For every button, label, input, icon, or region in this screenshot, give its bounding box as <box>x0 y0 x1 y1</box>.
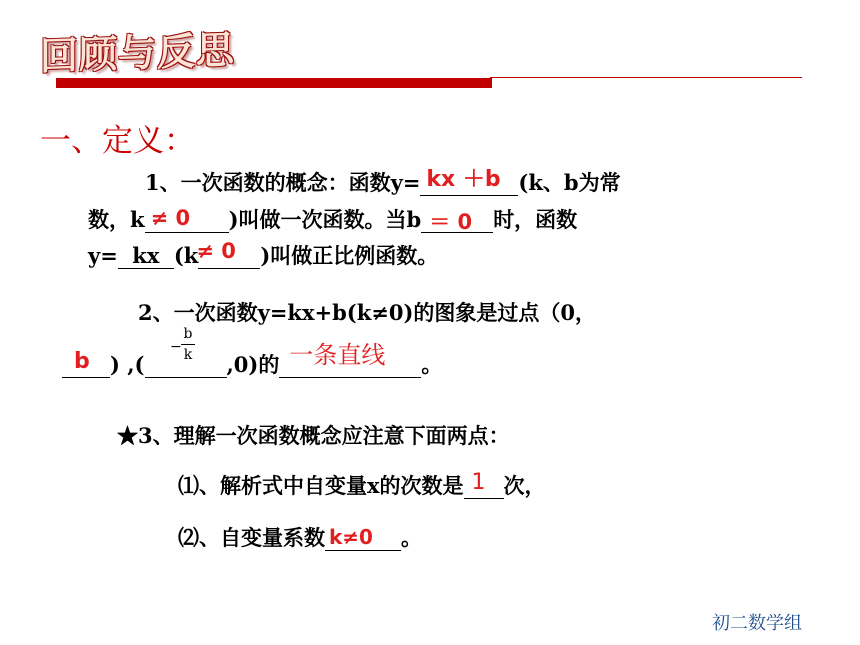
title-underline-thick <box>56 78 492 88</box>
item3-heading: ★3、理解一次函数概念应注意下面两点： <box>117 423 510 448</box>
answer-blank-b <box>62 349 110 378</box>
answer-straight-line: 一条直线 <box>289 341 386 369</box>
item3-point1 <box>178 470 546 500</box>
item3-point1-suffix: 次， <box>503 473 546 498</box>
answer-k-ne-0-second: ≠ 0 <box>196 239 236 263</box>
item1-line1-prefix: 1、一次函数的概念：函数y= <box>145 170 421 195</box>
item1-line2 <box>88 204 577 234</box>
answer-kx-plus-b: kx ＋b <box>426 167 501 192</box>
section-heading: 一、定义： <box>40 123 195 159</box>
answer-blank-k-ne0-2 <box>196 239 260 269</box>
answer-blank-line <box>279 341 421 378</box>
fraction-bar <box>181 344 195 345</box>
answer-b-eq-0: ＝ 0 <box>429 210 473 234</box>
answer-k-ne-0: ≠ 0 <box>150 206 191 230</box>
item1-line3 <box>88 240 438 270</box>
item1-line3-prefix: y= <box>88 243 118 268</box>
answer-blank-coefficient <box>325 525 401 551</box>
item1-line1-suffix: (k、b为常 <box>518 170 621 195</box>
item2-end: 。 <box>421 352 443 377</box>
item3-point2-prefix: ⑵、自变量系数 <box>178 525 325 550</box>
footer-group-name: 初二数学组 <box>712 613 802 634</box>
title-underline-thin <box>490 77 802 78</box>
fraction-numerator: b <box>183 326 193 342</box>
item1-line2-mid: )叫做一次函数。当b <box>228 207 422 232</box>
item1-line3-k: (k <box>173 243 199 268</box>
answer-degree-1: 1 <box>471 470 486 495</box>
slide-title: 回顾与反思 <box>40 27 236 79</box>
fraction-denominator: k <box>183 347 193 363</box>
item1-line3-suffix: )叫做正比例函数。 <box>260 243 439 268</box>
blank-fraction <box>145 352 227 378</box>
item3-point2 <box>178 522 422 552</box>
item1-line2-prefix: 数，k <box>88 207 145 232</box>
item2-part-b: ,0)的 <box>226 352 280 377</box>
answer-blank-k-ne0 <box>145 207 229 233</box>
item2-line2 <box>62 341 443 379</box>
item2-part-a: ) ,( <box>110 352 145 377</box>
answer-blank-kx-b <box>420 167 518 196</box>
item3-point1-prefix: ⑴、解析式中自变量x的次数是 <box>178 473 464 498</box>
item3-point2-suffix: 。 <box>401 525 422 550</box>
answer-b: b <box>74 349 90 374</box>
blank-kx: kx <box>118 243 174 269</box>
fraction-minus-sign: − <box>170 339 182 355</box>
answer-blank-b-eq0 <box>421 207 493 233</box>
item1-line1 <box>145 167 621 197</box>
answer-k-ne-0-coefficient: k≠0 <box>329 525 373 549</box>
answer-blank-degree <box>464 470 504 499</box>
item1-line2-suffix: 时，函数 <box>493 207 578 232</box>
item2-line1: 2、一次函数y=kx+b(k≠0)的图象是过点（0， <box>138 300 596 325</box>
